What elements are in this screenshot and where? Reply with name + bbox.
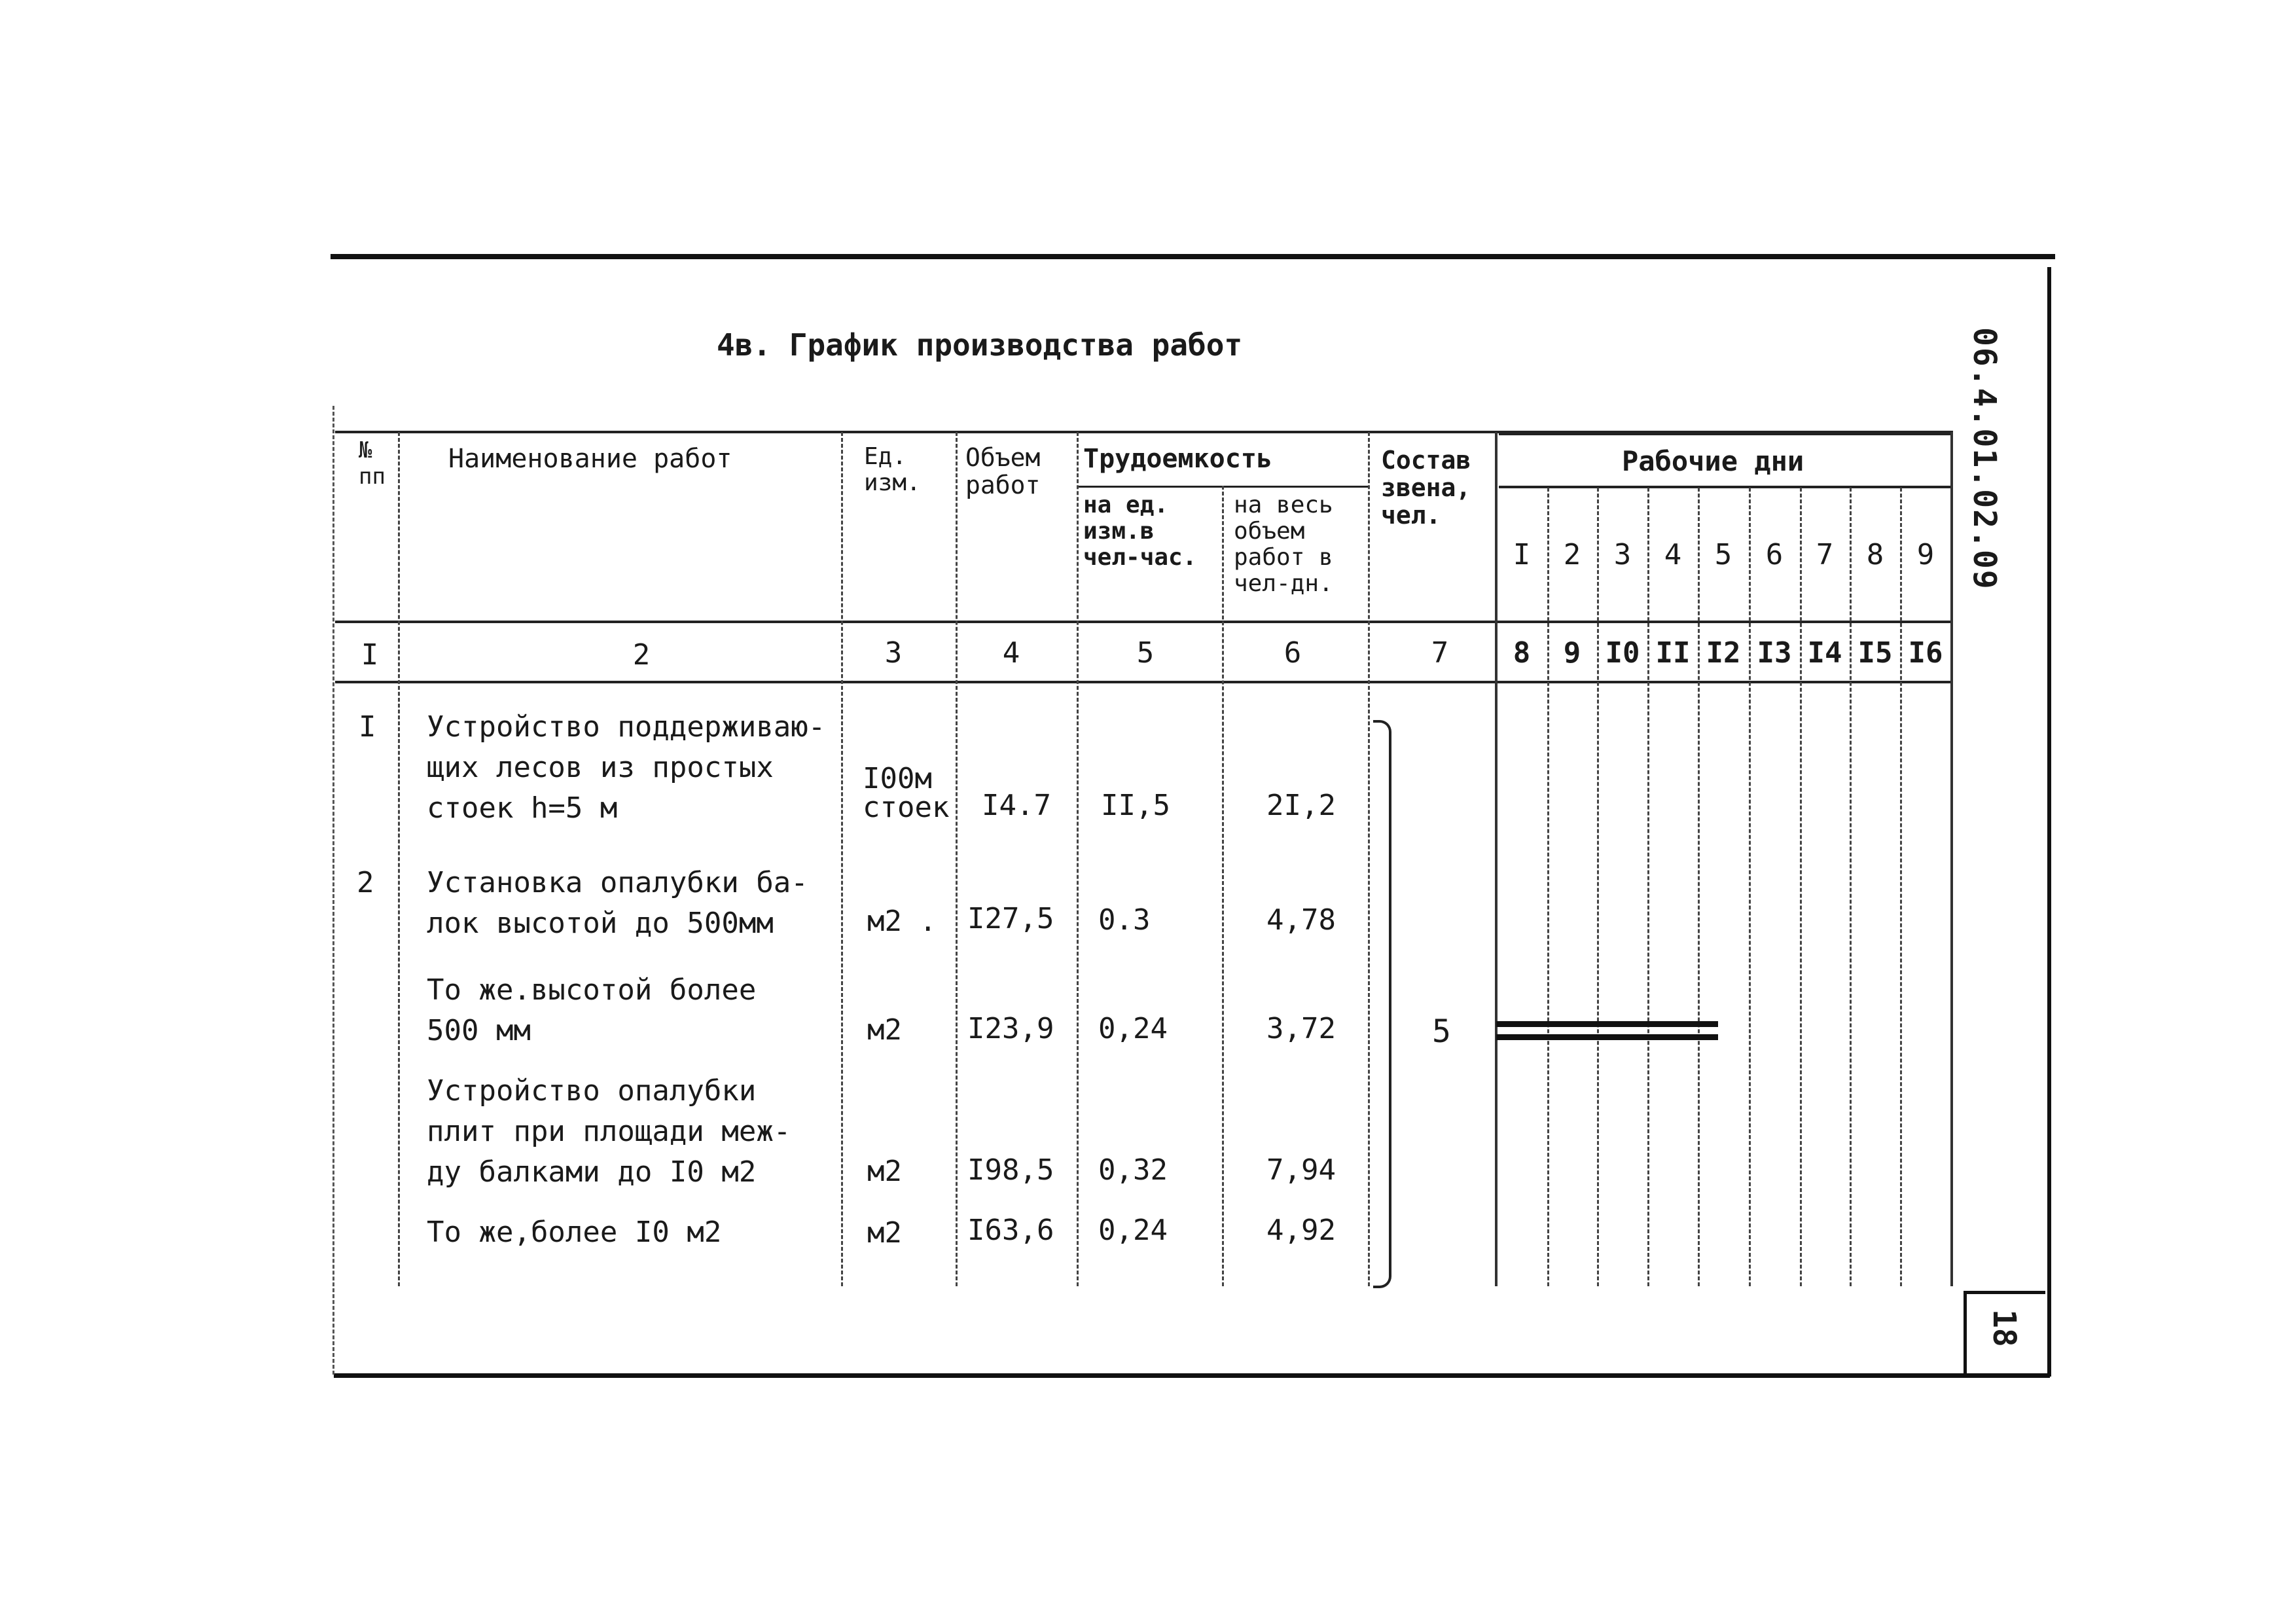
day-label-3: 3 <box>1613 538 1632 571</box>
colnum-12: I2 <box>1706 636 1741 670</box>
row-2-name: Установка опалубки ба- лок высотой до 500мм <box>427 866 808 940</box>
row-3-name: То же.высотой более 500 мм <box>427 973 757 1047</box>
workdays-top-line <box>1499 432 1953 435</box>
row-1-volume: I4.7 <box>982 789 1051 822</box>
day-divider-7 <box>1850 488 1852 1286</box>
row-2-per-unit: 0.3 <box>1098 903 1151 937</box>
crew-brace <box>1373 720 1391 1288</box>
row-1-per-unit: II,5 <box>1101 789 1170 822</box>
col-divider-4 <box>1077 432 1079 1286</box>
row-1-unit: I00м стоек <box>863 762 950 824</box>
colnum-4: 4 <box>1002 636 1020 670</box>
colnum-bottom-line <box>335 681 1953 683</box>
day-divider-5 <box>1749 488 1751 1286</box>
row-5-volume: I63,6 <box>967 1214 1054 1247</box>
day-label-8: 8 <box>1866 538 1884 571</box>
header-volume: Объем работ <box>965 443 1041 499</box>
row-3-per-unit: 0,24 <box>1098 1012 1168 1045</box>
row-5-total: 4,92 <box>1266 1214 1336 1247</box>
day-divider-9 <box>1950 432 1953 1286</box>
row-5-per-unit: 0,24 <box>1098 1214 1168 1247</box>
day-divider-2 <box>1597 488 1599 1286</box>
day-divider-3 <box>1647 488 1649 1286</box>
colnum-3: 3 <box>884 636 903 670</box>
row-5-name: То же,более I0 м2 <box>427 1216 722 1249</box>
row-4-total: 7,94 <box>1266 1153 1336 1187</box>
row-3-unit: м2 <box>867 1013 902 1047</box>
day-label-5: 5 <box>1714 538 1732 571</box>
day-label-1: I <box>1513 538 1531 571</box>
day-divider-8 <box>1900 488 1902 1286</box>
day-label-9: 9 <box>1916 538 1935 571</box>
colnum-16: I6 <box>1908 636 1943 670</box>
row-4-per-unit: 0,32 <box>1098 1153 1168 1187</box>
header-unit: Ед. изм. <box>864 443 921 496</box>
colnum-1: I <box>361 638 379 672</box>
schedule-bar-bottom <box>1496 1034 1718 1040</box>
page-title: 4в. График производства работ <box>717 327 1243 363</box>
day-label-4: 4 <box>1664 538 1682 571</box>
page-number: 18 <box>1986 1309 2022 1347</box>
day-divider-4 <box>1698 488 1700 1286</box>
colnum-10: I0 <box>1605 636 1640 670</box>
colnum-2: 2 <box>632 638 651 672</box>
workdays-sub-line <box>1499 486 1953 488</box>
day-divider-6 <box>1800 488 1802 1286</box>
colnum-15: I5 <box>1857 636 1893 670</box>
row-2-unit: м2 . <box>867 905 937 938</box>
colnum-14: I4 <box>1807 636 1842 670</box>
row-4-name: Устройство опалубки плит при площади меж- ду балками до I0 м2 <box>427 1074 791 1189</box>
crew-size: 5 <box>1432 1013 1451 1050</box>
row-2-total: 4,78 <box>1266 903 1336 937</box>
row-3-volume: I23,9 <box>967 1012 1054 1045</box>
header-labor: Трудоемкость <box>1083 444 1272 474</box>
day-label-6: 6 <box>1765 538 1784 571</box>
col-divider-1 <box>398 432 400 1286</box>
header-bottom-line <box>335 621 1953 623</box>
day-divider-1 <box>1547 488 1549 1286</box>
day-divider-0 <box>1495 432 1498 1286</box>
header-no: № пп <box>359 437 386 490</box>
row-1-no: I <box>359 710 376 744</box>
document-code: 06.4.01.02.09 <box>1966 327 2003 590</box>
colnum-7: 7 <box>1431 636 1449 670</box>
colnum-6: 6 <box>1283 636 1302 670</box>
col-divider-5 <box>1222 486 1224 1286</box>
header-name: Наименование работ <box>448 444 732 474</box>
header-labor-per-unit: на ед. изм.в чел-час. <box>1083 492 1197 571</box>
row-1-name: Устройство поддерживаю- щих лесов из простых стоек h=5 м <box>427 710 826 825</box>
row-2-no: 2 <box>357 866 374 899</box>
day-label-2: 2 <box>1563 538 1581 571</box>
col-divider-6 <box>1368 432 1370 1286</box>
row-2-volume: I27,5 <box>967 902 1054 935</box>
header-labor-total: на весь объем работ в чел-дн. <box>1234 492 1333 597</box>
header-crew: Состав звена, чел. <box>1381 446 1471 530</box>
row-5-unit: м2 <box>867 1216 902 1250</box>
row-4-volume: I98,5 <box>967 1153 1054 1187</box>
colnum-9: 9 <box>1563 636 1581 670</box>
colnum-5: 5 <box>1136 636 1155 670</box>
day-label-7: 7 <box>1816 538 1834 571</box>
schedule-bar-top <box>1496 1021 1718 1027</box>
col-divider-2 <box>841 432 843 1286</box>
header-workdays: Рабочие дни <box>1622 445 1804 477</box>
colnum-11: II <box>1655 636 1691 670</box>
col-divider-3 <box>956 432 958 1286</box>
row-4-unit: м2 <box>867 1155 902 1188</box>
colnum-8: 8 <box>1513 636 1531 670</box>
colnum-13: I3 <box>1757 636 1792 670</box>
row-3-total: 3,72 <box>1266 1012 1336 1045</box>
row-1-total: 2I,2 <box>1266 789 1336 822</box>
